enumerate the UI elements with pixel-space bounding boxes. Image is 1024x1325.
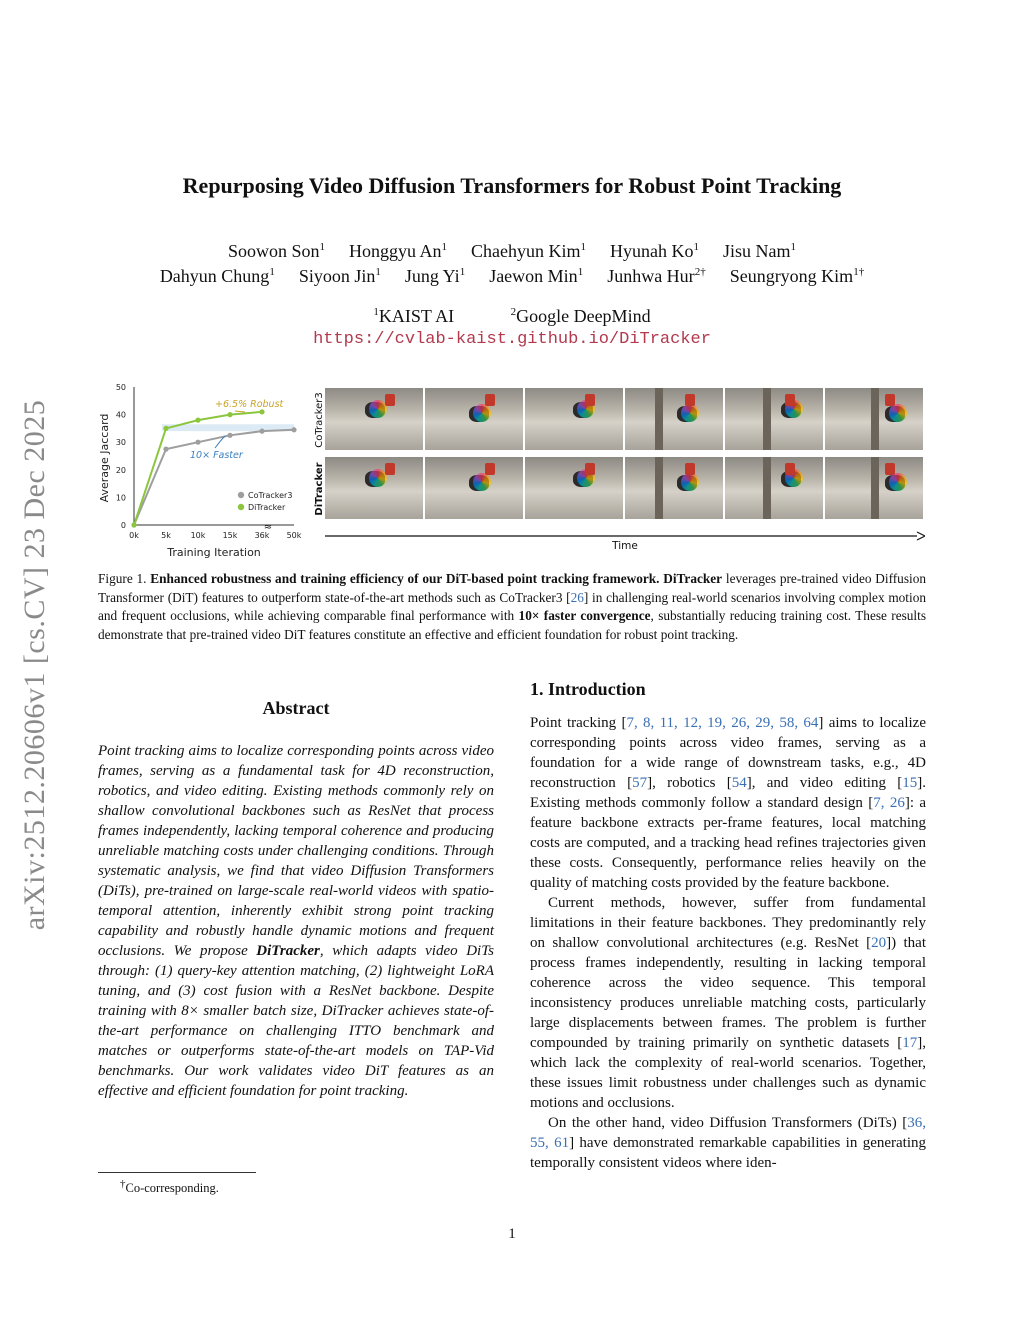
legend-cotracker3-marker <box>238 492 244 498</box>
track-points <box>473 404 491 422</box>
caption-cite[interactable]: 26 <box>570 589 584 605</box>
chart-y-tick-label: 40 <box>115 410 126 420</box>
abstract-heading: Abstract <box>262 698 330 718</box>
figure-caption <box>98 570 926 644</box>
chart-x-tick-label: 10k <box>190 531 206 540</box>
affiliation-1: $^1$KAIST AI <box>373 306 455 326</box>
chart-x-tick-label: 36k <box>254 531 270 540</box>
abstract-text <box>98 741 494 1101</box>
footnote-text: Co-corresponding. <box>125 1181 219 1196</box>
caption-text-3: , substantially reducing training cost. These results demonstrate that pre-trained video DiT features constitute an effective and efficient foundation for robust point tracking. <box>98 608 926 642</box>
intro-paragraph-2: Current methods, however, suffer from fundamental limitations in their feature backbones. They predominantly rely on shallow convolutional architectures (e.g. ResNet [20]) that process frames independently, resulting in lacking temporal coherence across the video sequence. This temporal inconsistency produces unreliable matching costs, particularly large displacements between frames. The problem is further compounded by training primarily on synthetic datasets [17], which lack the complexity of real-world scenarios. Together, these issues limit robustness under challenges such as dynamic motions and occlusions. <box>530 895 926 1111</box>
abstract-name: DiTracker <box>256 943 320 959</box>
page-number: 1 <box>508 1226 516 1242</box>
video-frame <box>725 457 823 519</box>
series-point-cotracker3 <box>195 440 200 445</box>
author-2: Jung Yi$^1$ <box>404 266 466 286</box>
intro-paragraph-1: Point tracking [7, 8, 11, 12, 19, 26, 29, 58, 64] aims to localize corresponding points across video frames, serving as a foundation for a wide range of downstream tasks, e.g., 4D reconstruction [57], robotics [54], and video editing [15]. Existing methods commonly follow a standard design [7, 26]: a feature backbone extracts per-frame features, local matching costs are computed, and a tracking head refines trajectories given these costs. Consequently, performance relies heavily on the quality of matching costs provided by the feature backbone. <box>530 715 926 891</box>
strip-row-labels <box>310 388 326 523</box>
cite[interactable]: 7, 26 <box>873 795 905 811</box>
series-point-ditracker <box>227 412 232 417</box>
time-axis <box>325 530 925 552</box>
footnote <box>120 1178 219 1196</box>
chart-xlabel: Training Iteration <box>167 546 261 559</box>
intro-heading: 1. Introduction <box>530 679 646 699</box>
time-arrow-head <box>917 532 925 540</box>
robust-annotation-line <box>235 411 245 412</box>
arxiv-stamp <box>10 370 60 960</box>
bucket-shape <box>485 394 495 406</box>
cite[interactable]: 17 <box>902 1035 918 1051</box>
track-points <box>473 473 491 491</box>
abstract-text-2: , which adapts video DiTs through: (1) query-key attention matching, (2) lightweight LoRA tuning, and (3) cost fusion with a ResNet backbone. Despite training with 8× smaller batch size, DiTracker achieves state-of-the-art performance on challenging ITTO benchmark and matches or outperforms state-of-the-art models on TAP-Vid benchmarks. Our work validates video DiT features as an effective and efficient foundation for point tracking. <box>98 943 494 1099</box>
chart-y-tick-label: 30 <box>115 438 126 448</box>
post-shape <box>871 457 879 519</box>
intro-body <box>530 713 926 1173</box>
row-label-cotracker3: CoTracker3 <box>314 392 325 448</box>
robust-annotation: +6.5% Robust <box>215 399 284 410</box>
video-frame <box>525 388 623 450</box>
cite[interactable]: 7, 8, 11, 12, 19, 26, 29, 58, 64 <box>626 715 819 731</box>
frame-strip <box>325 388 925 523</box>
series-point-cotracker3 <box>227 433 232 438</box>
cite[interactable]: 54 <box>731 775 747 791</box>
author-3: Jaewon Min$^1$ <box>489 266 584 286</box>
author-5: Seungryong Kim$^{1\dagger}$ <box>729 266 865 286</box>
cite[interactable]: 20 <box>871 935 887 951</box>
caption-bold-name: DiTracker <box>663 571 723 586</box>
series-point-cotracker3 <box>163 447 168 452</box>
chart-y-tick-label: 0 <box>120 521 126 530</box>
cite[interactable]: 57 <box>632 775 648 791</box>
track-points <box>681 404 699 422</box>
video-frame <box>625 457 723 519</box>
series-point-ditracker <box>195 418 200 423</box>
video-frame <box>525 457 623 519</box>
chart-y-tick-label: 10 <box>115 493 126 503</box>
author-0: Soowon Son$^1$ <box>227 241 325 261</box>
cite[interactable]: 36, 55, 61 <box>530 1115 926 1151</box>
intro-paragraph-3: On the other hand, video Diffusion Transformers (DiTs) [36, 55, 61] have demonstrated remarkable capabilities in generating temporally consistent videos where iden- <box>530 1115 926 1171</box>
chart-y-tick-label: 50 <box>115 383 126 392</box>
video-frame <box>325 457 423 519</box>
author-4: Junhwa Hur$^{2\dagger}$ <box>607 266 706 286</box>
row-label-ditracker: DiTracker <box>314 462 325 516</box>
bucket-shape <box>885 463 895 475</box>
series-point-ditracker <box>259 409 264 414</box>
author-1: Honggyu An$^1$ <box>349 241 448 261</box>
video-frame <box>425 388 523 450</box>
time-label: Time <box>612 540 638 552</box>
bucket-shape <box>385 463 395 475</box>
chart-axis-break: ≈ <box>263 522 273 533</box>
series-point-ditracker <box>131 522 136 527</box>
project-url[interactable]: https://cvlab-kaist.github.io/DiTracker <box>313 330 711 349</box>
bucket-shape <box>685 463 695 475</box>
post-shape <box>655 457 663 519</box>
series-point-cotracker3 <box>291 427 296 432</box>
footnote-mark: † <box>120 1178 126 1190</box>
post-shape <box>871 388 879 450</box>
caption-text-1: leverages pre-trained video Diffusion Transformer (DiT) features to outperform state-of-the-art methods such as CoTracker3 [ <box>98 571 926 605</box>
post-shape <box>655 388 663 450</box>
bucket-shape <box>385 394 395 406</box>
post-shape <box>763 388 771 450</box>
track-points <box>681 473 699 491</box>
caption-text-2: ] in challenging real-world scenarios involving complex motion and frequent occlusions, while achieving comparable final performance with <box>98 589 926 623</box>
series-point-ditracker <box>163 426 168 431</box>
author-3: Hyunah Ko$^1$ <box>610 241 700 261</box>
authors-line-2 <box>0 266 1024 287</box>
video-frame <box>825 388 923 450</box>
authors-line-1 <box>0 241 1024 262</box>
bucket-shape <box>585 394 595 406</box>
bucket-shape <box>485 463 495 475</box>
affiliations <box>0 306 1024 327</box>
author-2: Chaehyun Kim$^1$ <box>471 241 587 261</box>
arxiv-id: arXiv:2512.20606v1 [cs.CV] 23 Dec 2025 <box>18 399 51 931</box>
chart-x-tick-label: 5k <box>161 531 171 540</box>
series-point-cotracker3 <box>259 429 264 434</box>
chart-y-tick-label: 20 <box>115 465 126 475</box>
video-frame <box>425 457 523 519</box>
author-0: Dahyun Chung$^1$ <box>159 266 275 286</box>
chart-x-tick-label: 15k <box>222 531 238 540</box>
bucket-shape <box>585 463 595 475</box>
chart-ylabel: Average Jaccard <box>98 413 111 503</box>
author-1: Siyoon Jin$^1$ <box>298 266 381 286</box>
chart-x-tick-label: 50k <box>286 531 302 540</box>
bucket-shape <box>785 463 795 475</box>
chart-x-tick-label: 0k <box>129 531 139 540</box>
legend-cotracker3-label: CoTracker3 <box>248 491 293 500</box>
bucket-shape <box>885 394 895 406</box>
track-points <box>889 404 907 422</box>
paper-title: Repurposing Video Diffusion Transformers for Robust Point Tracking <box>182 173 842 198</box>
post-shape <box>763 457 771 519</box>
video-frame <box>725 388 823 450</box>
video-frame <box>625 388 723 450</box>
bucket-shape <box>785 394 795 406</box>
video-frame <box>325 388 423 450</box>
abstract-text-1: Point tracking aims to localize corresponding points across video frames, serving as a fundamental task for 4D reconstruction, robotics, and video editing. Existing methods commonly rely on shallow convolutional backbones such as ResNet that process frames independently, lacking temporal coherence and producing unreliable matching costs under challenging conditions. Through systematic analysis, we find that video Diffusion Transformers (DiTs), pre-trained on large-scale real-world videos with spatio-temporal attention, inherently exhibit strong point tracking capability and robustly handle dynamic motions and frequent occlusions. We propose <box>98 743 494 959</box>
caption-bold-fast: 10× faster convergence <box>518 608 651 623</box>
cite[interactable]: 15 <box>902 775 918 791</box>
caption-bold-lead: Enhanced robustness and training efficiency of our DiT-based point tracking framework. <box>150 571 660 586</box>
legend-ditracker-marker <box>238 504 244 510</box>
affiliation-2: $^2$Google DeepMind <box>510 306 651 326</box>
video-frame <box>825 457 923 519</box>
legend-ditracker-label: DiTracker <box>248 503 286 512</box>
caption-label: Figure 1. <box>98 571 147 586</box>
track-points <box>889 473 907 491</box>
bucket-shape <box>685 394 695 406</box>
training-chart <box>97 378 307 560</box>
footnote-rule <box>98 1172 256 1173</box>
author-4: Jisu Nam$^1$ <box>723 241 797 261</box>
faster-annotation: 10× Faster <box>190 450 243 461</box>
